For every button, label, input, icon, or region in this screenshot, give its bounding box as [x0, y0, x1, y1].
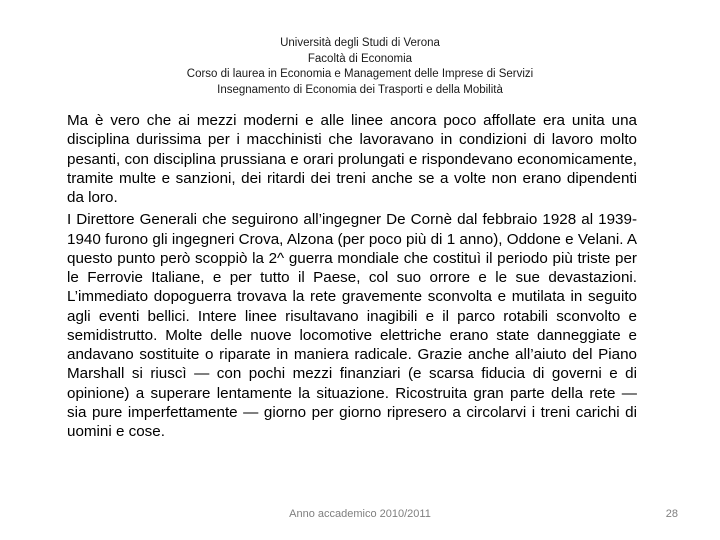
degree-course: Corso di laurea in Economia e Management delle Imprese di Servizi [186, 68, 534, 81]
paragraph-postwar: I Direttore Generali che seguirono all’ingegner De Cornè dal febbraio 1928 al 1939-1940 furono gli ingegneri Crova, Alzona (per poco più di 1 anno), Oddone e Velani. A questo punto però scoppiò la 2^ guerra mondiale che costituì il periodo più triste per le Ferrovie Italiane, e per tutto il Paese, col suo orrore e le sue devastazioni. L’immediato dopoguerra trovava la rete gravemente sconvolta e mutilata in seguito agli eventi bellici. Intere linee risultavano inagibili e il parco rotabili sconvolto e semidistrutto. Molte delle nuove locomotive elettriche erano state danneggiate e andavano sostituite o riparate in maniera radicale. Grazie anche all’aiuto del Piano Marshall si riuscì — con pochi mezzi finanziari (e scarsa fiducia di governi e di opinione) a superare lentamente la situazione. Ricostruita gran parte della rete — sia pure imperfettamente — giorno per giorno ripresero a circolarvi i treni carichi di uomini e cose. [67, 211, 637, 440]
slide-body [67, 111, 637, 444]
slide-header [0, 36, 720, 98]
university-name: Università degli Studi di Verona [280, 37, 440, 49]
paragraph-discipline: Ma è vero che ai mezzi moderni e alle linee ancora poco affollate era unita una disciplina durissima per i macchinisti che lavoravano in condizioni di lavoro molto pesanti, con disciplina prussiana e orari prolungati e rispondevano economicamente, tramite multe e sanzioni, dei ritardi dei treni anche se a volte non erano dipendenti da loro. [67, 112, 637, 206]
faculty-name: Facoltà di Economia [307, 52, 413, 65]
course-subject: Insegnamento di Economia dei Trasporti e della Mobilità [217, 83, 503, 96]
page-number: 28 [665, 508, 678, 520]
footer-academic-year: Anno accademico 2010/2011 [289, 508, 431, 520]
